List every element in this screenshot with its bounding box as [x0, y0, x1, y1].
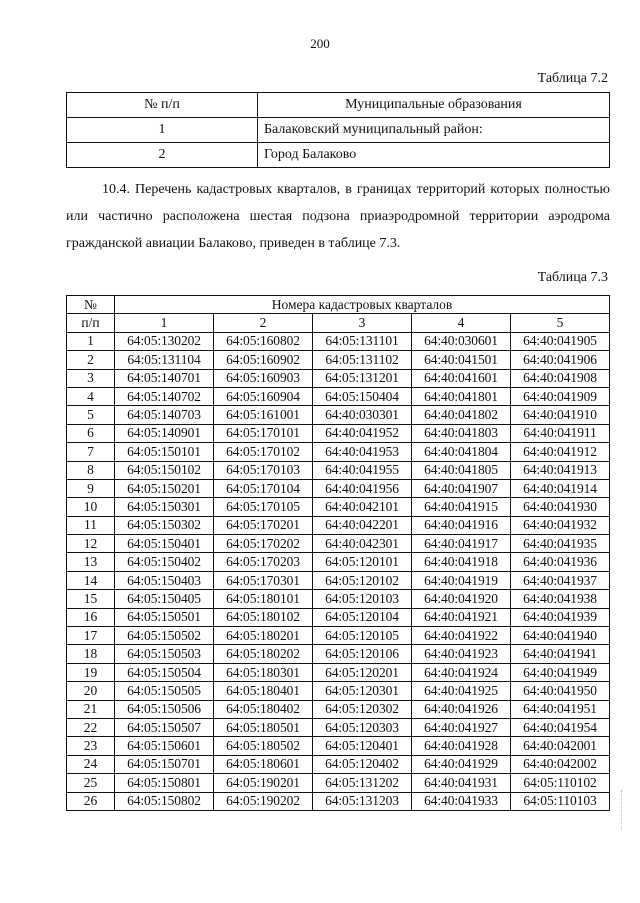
- cadastral-quarter-number: 64:05:120104: [313, 608, 412, 626]
- row-number: 3: [67, 369, 115, 387]
- row-number: 18: [67, 645, 115, 663]
- cadastral-quarter-number: 64:40:041955: [313, 461, 412, 479]
- cadastral-quarter-number: 64:40:041930: [511, 498, 610, 516]
- row-number: 1: [67, 118, 258, 143]
- cadastral-quarter-number: 64:40:041905: [511, 332, 610, 350]
- cadastral-quarter-number: 64:05:120301: [313, 682, 412, 700]
- cadastral-quarter-number: 64:05:150503: [115, 645, 214, 663]
- column-header-number-top: №: [67, 296, 115, 314]
- table-7-2-caption: Таблица 7.2: [537, 71, 608, 86]
- cadastral-quarter-number: 64:40:041803: [412, 424, 511, 442]
- cadastral-quarter-number: 64:05:180202: [214, 645, 313, 663]
- cadastral-quarter-number: 64:40:041914: [511, 479, 610, 497]
- cadastral-quarter-number: 64:40:041916: [412, 516, 511, 534]
- cadastral-quarter-number: 64:40:042101: [313, 498, 412, 516]
- cadastral-quarter-number: 64:05:140703: [115, 406, 214, 424]
- cadastral-quarter-number: 64:05:150101: [115, 443, 214, 461]
- table-header-row: [67, 93, 610, 118]
- cadastral-quarter-number: 64:40:041910: [511, 406, 610, 424]
- cadastral-quarter-number: 64:40:041939: [511, 608, 610, 626]
- column-header-municipalities: Муниципальные образования: [258, 93, 610, 118]
- row-number: 10: [67, 498, 115, 516]
- row-number: 19: [67, 663, 115, 681]
- cadastral-quarter-number: 64:05:170202: [214, 535, 313, 553]
- cadastral-quarter-number: 64:05:150301: [115, 498, 214, 516]
- cadastral-quarter-number: 64:40:041918: [412, 553, 511, 571]
- cadastral-quarter-number: 64:05:150505: [115, 682, 214, 700]
- cadastral-quarter-number: 64:05:131102: [313, 351, 412, 369]
- table-row: [67, 663, 610, 681]
- cadastral-quarter-number: 64:05:150507: [115, 718, 214, 736]
- cadastral-quarter-number: 64:40:041917: [412, 535, 511, 553]
- row-number: 2: [67, 351, 115, 369]
- table-7-3-caption: Таблица 7.3: [537, 270, 608, 285]
- cadastral-quarter-number: 64:40:041907: [412, 479, 511, 497]
- table-row: [67, 369, 610, 387]
- cadastral-quarter-number: 64:05:180201: [214, 627, 313, 645]
- cadastral-quarter-number: 64:05:120401: [313, 737, 412, 755]
- cadastral-quarter-number: 64:05:160904: [214, 387, 313, 405]
- table-row: [67, 479, 610, 497]
- cadastral-quarter-number: 64:05:120103: [313, 590, 412, 608]
- table-row: [67, 424, 610, 442]
- table-row: [67, 535, 610, 553]
- row-number: 8: [67, 461, 115, 479]
- cadastral-quarter-number: 64:40:041940: [511, 627, 610, 645]
- row-number: 2: [67, 143, 258, 168]
- cadastral-quarter-number: 64:05:120402: [313, 755, 412, 773]
- cadastral-quarter-number: 64:40:041938: [511, 590, 610, 608]
- cadastral-quarter-number: 64:40:041923: [412, 645, 511, 663]
- cadastral-quarter-number: 64:05:190202: [214, 792, 313, 810]
- table-row: [67, 755, 610, 773]
- cadastral-quarter-number: 64:40:041911: [511, 424, 610, 442]
- cadastral-quarter-number: 64:05:180501: [214, 718, 313, 736]
- cadastral-quarter-number: 64:05:140901: [115, 424, 214, 442]
- column-header-number-bottom: п/п: [67, 314, 115, 332]
- table-row: [67, 553, 610, 571]
- section-paragraph: 10.4. Перечень кадастровых кварталов, в границах территорий которых полностью или частично расположена шестая подзона приаэродромной территории аэродрома гражданской авиации Балаково, приведен в таблице 7.3.: [66, 182, 610, 251]
- table-row: [67, 387, 610, 405]
- cadastral-quarter-number: 64:40:041952: [313, 424, 412, 442]
- table-row: [67, 406, 610, 424]
- cadastral-quarter-number: 64:40:042002: [511, 755, 610, 773]
- cadastral-quarter-number: 64:05:120106: [313, 645, 412, 663]
- cadastral-quarter-number: 64:05:120105: [313, 627, 412, 645]
- cadastral-quarter-number: 64:40:042301: [313, 535, 412, 553]
- cadastral-quarter-number: 64:05:170104: [214, 479, 313, 497]
- row-number: 15: [67, 590, 115, 608]
- cadastral-quarter-number: 64:40:041915: [412, 498, 511, 516]
- cadastral-quarter-number: 64:05:150801: [115, 774, 214, 792]
- municipality-name: Балаковский муниципальный район:: [258, 118, 610, 143]
- cadastral-quarter-number: 64:40:041921: [412, 608, 511, 626]
- row-number: 11: [67, 516, 115, 534]
- cadastral-quarter-number: 64:05:160903: [214, 369, 313, 387]
- cadastral-quarter-number: 64:40:041802: [412, 406, 511, 424]
- cadastral-quarter-number: 64:05:150601: [115, 737, 214, 755]
- row-number: 9: [67, 479, 115, 497]
- cadastral-quarter-number: 64:40:041937: [511, 571, 610, 589]
- column-number-3: 3: [313, 314, 412, 332]
- cadastral-quarter-number: 64:05:110103: [511, 792, 610, 810]
- column-number-2: 2: [214, 314, 313, 332]
- row-number: 12: [67, 535, 115, 553]
- cadastral-quarter-number: 64:40:041932: [511, 516, 610, 534]
- cadastral-quarter-number: 64:05:130202: [115, 332, 214, 350]
- cadastral-quarter-number: 64:05:150802: [115, 792, 214, 810]
- table-row: [67, 351, 610, 369]
- cadastral-quarter-number: 64:05:170203: [214, 553, 313, 571]
- column-header-number: № п/п: [67, 93, 258, 118]
- cadastral-quarter-number: 64:05:150405: [115, 590, 214, 608]
- cadastral-quarter-number: 64:05:150201: [115, 479, 214, 497]
- page-number: 200: [310, 36, 330, 51]
- cadastral-quarter-number: 64:05:120101: [313, 553, 412, 571]
- row-number: 26: [67, 792, 115, 810]
- cadastral-quarter-number: 64:40:041929: [412, 755, 511, 773]
- cadastral-quarter-number: 64:40:041805: [412, 461, 511, 479]
- table-body: [67, 332, 610, 810]
- cadastral-quarter-number: 64:40:041601: [412, 369, 511, 387]
- table-row: [67, 774, 610, 792]
- cadastral-quarter-number: 64:40:041501: [412, 351, 511, 369]
- cadastral-quarter-number: 64:40:041909: [511, 387, 610, 405]
- cadastral-quarter-number: 64:05:120302: [313, 700, 412, 718]
- cadastral-quarter-number: 64:05:150502: [115, 627, 214, 645]
- cadastral-quarter-number: 64:05:120201: [313, 663, 412, 681]
- table-row: [67, 498, 610, 516]
- row-number: 23: [67, 737, 115, 755]
- cadastral-quarter-number: 64:05:150504: [115, 663, 214, 681]
- cadastral-quarter-number: 64:05:190201: [214, 774, 313, 792]
- cadastral-quarter-number: 64:40:041925: [412, 682, 511, 700]
- table-row: [67, 590, 610, 608]
- cadastral-quarter-number: 64:05:150506: [115, 700, 214, 718]
- cadastral-quarter-number: 64:40:041804: [412, 443, 511, 461]
- cadastral-quarter-number: 64:40:041935: [511, 535, 610, 553]
- table-row: [67, 571, 610, 589]
- cadastral-quarter-number: 64:05:170201: [214, 516, 313, 534]
- cadastral-quarter-number: 64:05:150501: [115, 608, 214, 626]
- cadastral-quarter-number: 64:40:042201: [313, 516, 412, 534]
- cadastral-quarter-number: 64:40:041906: [511, 351, 610, 369]
- table-header-row: [67, 296, 610, 314]
- cadastral-quarter-number: 64:40:041954: [511, 718, 610, 736]
- cadastral-quarter-number: 64:40:041924: [412, 663, 511, 681]
- column-number-5: 5: [511, 314, 610, 332]
- cadastral-quarter-number: 64:40:041922: [412, 627, 511, 645]
- municipalities-table: [66, 92, 610, 168]
- cadastral-quarter-number: 64:05:150102: [115, 461, 214, 479]
- cadastral-quarter-number: 64:05:170301: [214, 571, 313, 589]
- table-row: [67, 332, 610, 350]
- cadastral-quarter-number: 64:05:131202: [313, 774, 412, 792]
- table-row: [67, 118, 610, 143]
- cadastral-quarter-number: 64:40:041949: [511, 663, 610, 681]
- row-number: 6: [67, 424, 115, 442]
- table-row: [67, 682, 610, 700]
- cadastral-quarter-number: 64:05:131104: [115, 351, 214, 369]
- cadastral-quarter-number: 64:05:160902: [214, 351, 313, 369]
- cadastral-quarter-number: 64:05:180402: [214, 700, 313, 718]
- cadastral-quarter-number: 64:40:041933: [412, 792, 511, 810]
- cadastral-quarter-number: 64:05:180301: [214, 663, 313, 681]
- row-number: 25: [67, 774, 115, 792]
- cadastral-quarter-number: 64:05:140702: [115, 387, 214, 405]
- cadastral-quarter-number: 64:05:180102: [214, 608, 313, 626]
- cadastral-quarter-number: 64:40:041950: [511, 682, 610, 700]
- cadastral-quarter-number: 64:05:180101: [214, 590, 313, 608]
- cadastral-quarter-number: 64:05:170102: [214, 443, 313, 461]
- table-row: [67, 792, 610, 810]
- row-number: 4: [67, 387, 115, 405]
- cadastral-quarter-number: 64:40:041919: [412, 571, 511, 589]
- cadastral-quarter-number: 64:05:161001: [214, 406, 313, 424]
- row-number: 20: [67, 682, 115, 700]
- cadastral-quarter-number: 64:40:041801: [412, 387, 511, 405]
- cadastral-quarter-number: 64:40:042001: [511, 737, 610, 755]
- cadastral-quarter-number: 64:05:150403: [115, 571, 214, 589]
- cadastral-quarter-number: 64:05:170101: [214, 424, 313, 442]
- cadastral-quarter-number: 64:05:160802: [214, 332, 313, 350]
- cadastral-quarter-number: 64:40:041941: [511, 645, 610, 663]
- cadastral-quarter-number: 64:40:030601: [412, 332, 511, 350]
- row-number: 1: [67, 332, 115, 350]
- row-number: 7: [67, 443, 115, 461]
- table-row: [67, 443, 610, 461]
- table-row: [67, 627, 610, 645]
- cadastral-quarter-number: 64:40:041912: [511, 443, 610, 461]
- cadastral-quarter-number: 64:40:041926: [412, 700, 511, 718]
- row-number: 16: [67, 608, 115, 626]
- cadastral-quarter-number: 64:05:150404: [313, 387, 412, 405]
- column-number-4: 4: [412, 314, 511, 332]
- cadastral-quarter-number: 64:05:170105: [214, 498, 313, 516]
- table-row: [67, 608, 610, 626]
- cadastral-quarter-number: 64:05:150302: [115, 516, 214, 534]
- cadastral-quarter-number: 64:05:131203: [313, 792, 412, 810]
- cadastral-quarter-number: 64:40:041931: [412, 774, 511, 792]
- cadastral-quarter-number: 64:40:041927: [412, 718, 511, 736]
- table-row: [67, 645, 610, 663]
- cadastral-quarter-number: 64:40:041928: [412, 737, 511, 755]
- cadastral-quarter-number: 64:05:131101: [313, 332, 412, 350]
- row-number: 17: [67, 627, 115, 645]
- municipality-name: Город Балаково: [258, 143, 610, 168]
- table-row: [67, 516, 610, 534]
- table-row: [67, 718, 610, 736]
- column-group-header: Номера кадастровых кварталов: [115, 296, 610, 314]
- cadastral-quarters-table: [66, 295, 610, 811]
- row-number: 22: [67, 718, 115, 736]
- row-number: 13: [67, 553, 115, 571]
- cadastral-quarter-number: 64:05:140701: [115, 369, 214, 387]
- cadastral-quarter-number: 64:40:041936: [511, 553, 610, 571]
- cadastral-quarter-number: 64:40:030301: [313, 406, 412, 424]
- cadastral-quarter-number: 64:05:110102: [511, 774, 610, 792]
- table-row: [67, 700, 610, 718]
- margin-mark: [621, 790, 630, 830]
- cadastral-quarter-number: 64:05:180502: [214, 737, 313, 755]
- cadastral-quarter-number: 64:40:041913: [511, 461, 610, 479]
- cadastral-quarter-number: 64:05:180401: [214, 682, 313, 700]
- cadastral-quarter-number: 64:05:170103: [214, 461, 313, 479]
- cadastral-quarter-number: 64:40:041956: [313, 479, 412, 497]
- column-number-1: 1: [115, 314, 214, 332]
- row-number: 24: [67, 755, 115, 773]
- cadastral-quarter-number: 64:05:150701: [115, 755, 214, 773]
- cadastral-quarter-number: 64:05:180601: [214, 755, 313, 773]
- row-number: 14: [67, 571, 115, 589]
- cadastral-quarter-number: 64:05:150401: [115, 535, 214, 553]
- row-number: 21: [67, 700, 115, 718]
- table-subheader-row: [67, 314, 610, 332]
- cadastral-quarter-number: 64:05:131201: [313, 369, 412, 387]
- row-number: 5: [67, 406, 115, 424]
- cadastral-quarter-number: 64:40:041908: [511, 369, 610, 387]
- table-row: [67, 461, 610, 479]
- cadastral-quarter-number: 64:40:041951: [511, 700, 610, 718]
- cadastral-quarter-number: 64:40:041920: [412, 590, 511, 608]
- cadastral-quarter-number: 64:05:120102: [313, 571, 412, 589]
- cadastral-quarter-number: 64:40:041953: [313, 443, 412, 461]
- table-row: [67, 737, 610, 755]
- table-row: [67, 143, 610, 168]
- cadastral-quarter-number: 64:05:150402: [115, 553, 214, 571]
- cadastral-quarter-number: 64:05:120303: [313, 718, 412, 736]
